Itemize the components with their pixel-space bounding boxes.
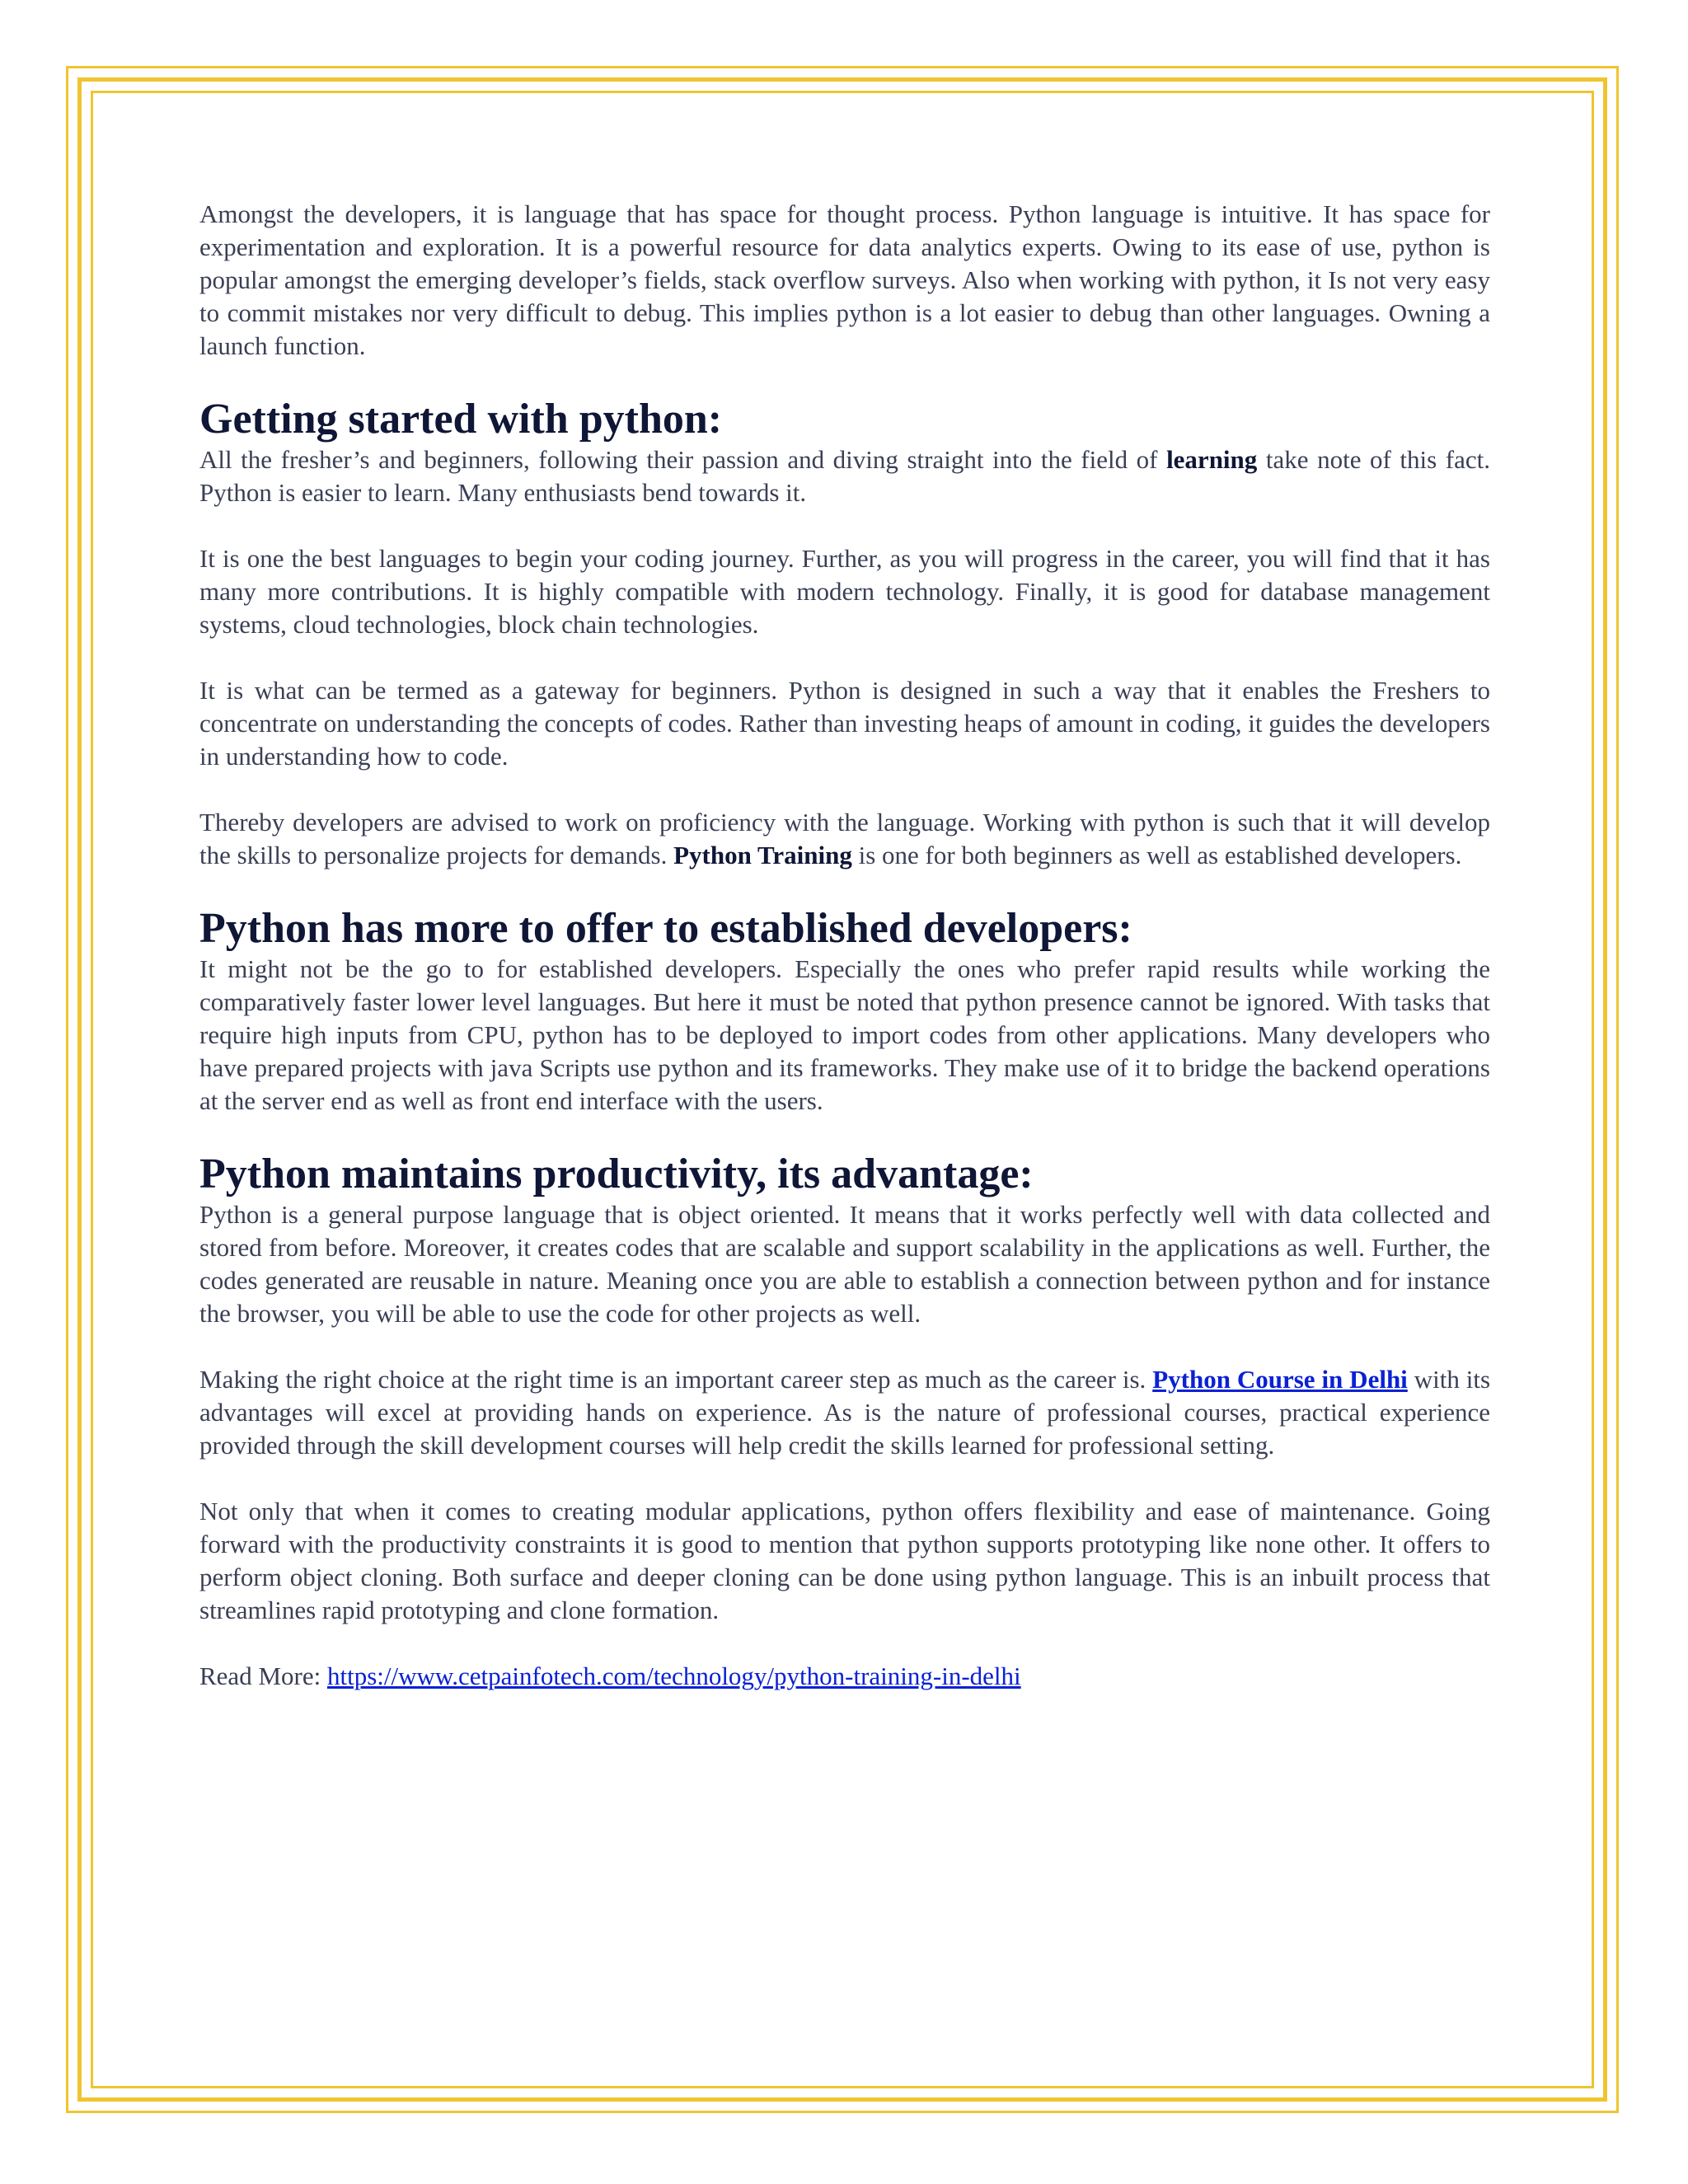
section1-p4-text-before: Thereby developers are advised to work on proficiency with the language. Working with python is such that it will develop the skills to personalize projects for demands.	[199, 808, 1490, 869]
read-more-line	[199, 1660, 1490, 1693]
section-heading-productivity: Python maintains productivity, its advantage:	[199, 1151, 1034, 1197]
section2-paragraph-1: It might not be the go to for established developers. Especially the ones who prefer rapid results while working the comparatively faster lower level languages. But here it must be noted that python presence cannot be ignored. With tasks that require high inputs from CPU, python has to be deployed to import codes from other applications. Many developers who have prepared projects with java Scripts use python and its frameworks. They make use of it to bridge the backend operations at the server end as well as front end interface with the users.	[199, 954, 1490, 1115]
section-heading-established-developers: Python has more to offer to established developers:	[199, 905, 1132, 952]
section1-paragraph-1	[199, 443, 1490, 509]
section3-p2-text-after: with its advantages will excel at providing hands on experience. As is the nature of professional courses, practical experience provided through the skill development courses will help credit the skills learned for professional setting.	[199, 1365, 1491, 1460]
intro-paragraph: Amongst the developers, it is language that has space for thought process. Python language is intuitive. It has space for experimentation and exploration. It is a powerful resource for data analytics experts. Owing to its ease of use, python is popular amongst the emerging developer’s fields, stack overflow surveys. Also when working with python, it Is not very easy to commit mistakes nor very difficult to debug. This implies python is a lot easier to debug than other languages. Owning a launch function.	[199, 199, 1490, 360]
section3-p2-text-before: Making the right choice at the right time is an important career step as much as the career is.	[199, 1365, 1153, 1394]
section3-paragraph-1: Python is a general purpose language that is object oriented. It means that it works perfectly well with data collected and stored from before. Moreover, it creates codes that are scalable and support scalability in the applications as well. Further, the codes generated are reusable in nature. Meaning once you are able to establish a connection between python and for instance the browser, you will be able to use the code for other projects as well.	[199, 1200, 1490, 1328]
section3-paragraph-3: Not only that when it comes to creating modular applications, python offers flexibility and ease of maintenance. Going forward with the productivity constraints it is good to mention that python supports prototyping like none other. It offers to perform object cloning. Both surface and deeper cloning can be done using python language. This is an inbuilt process that streamlines rapid prototyping and clone formation.	[199, 1497, 1490, 1624]
section1-p1-bold: learning	[1166, 445, 1258, 474]
section1-paragraph-2: It is one the best languages to begin your coding journey. Further, as you will progress in the career, you will find that it has many more contributions. It is highly compatible with modern technology. Finally, it is good for database management systems, cloud technologies, block chain technologies.	[199, 544, 1490, 639]
section1-p4-text-after: is one for both beginners as well as established developers.	[851, 841, 1462, 869]
section1-p1-text-after: take note of this fact. Python is easier to learn. Many enthusiasts bend towards it.	[199, 445, 1490, 507]
document-body	[199, 198, 1490, 1726]
read-more-link[interactable]: https://www.cetpainfotech.com/technology/python-training-in-delhi	[326, 1661, 1021, 1690]
section1-p4-bold: Python Training	[673, 841, 852, 869]
section1-p1-text-before: All the fresher’s and beginners, following their passion and diving straight into the field of	[199, 445, 1167, 474]
section1-paragraph-4	[199, 806, 1490, 872]
section-heading-getting-started: Getting started with python:	[199, 396, 723, 443]
read-more-label: Read More:	[199, 1661, 327, 1690]
section1-paragraph-3: It is what can be termed as a gateway for beginners. Python is designed in such a way that it enables the Freshers to concentrate on understanding the concepts of codes. Rather than investing heaps of amount in coding, it guides the developers in understanding how to code.	[199, 676, 1490, 771]
python-course-link[interactable]: Python Course in Delhi	[1152, 1365, 1408, 1394]
section3-paragraph-2	[199, 1363, 1490, 1462]
